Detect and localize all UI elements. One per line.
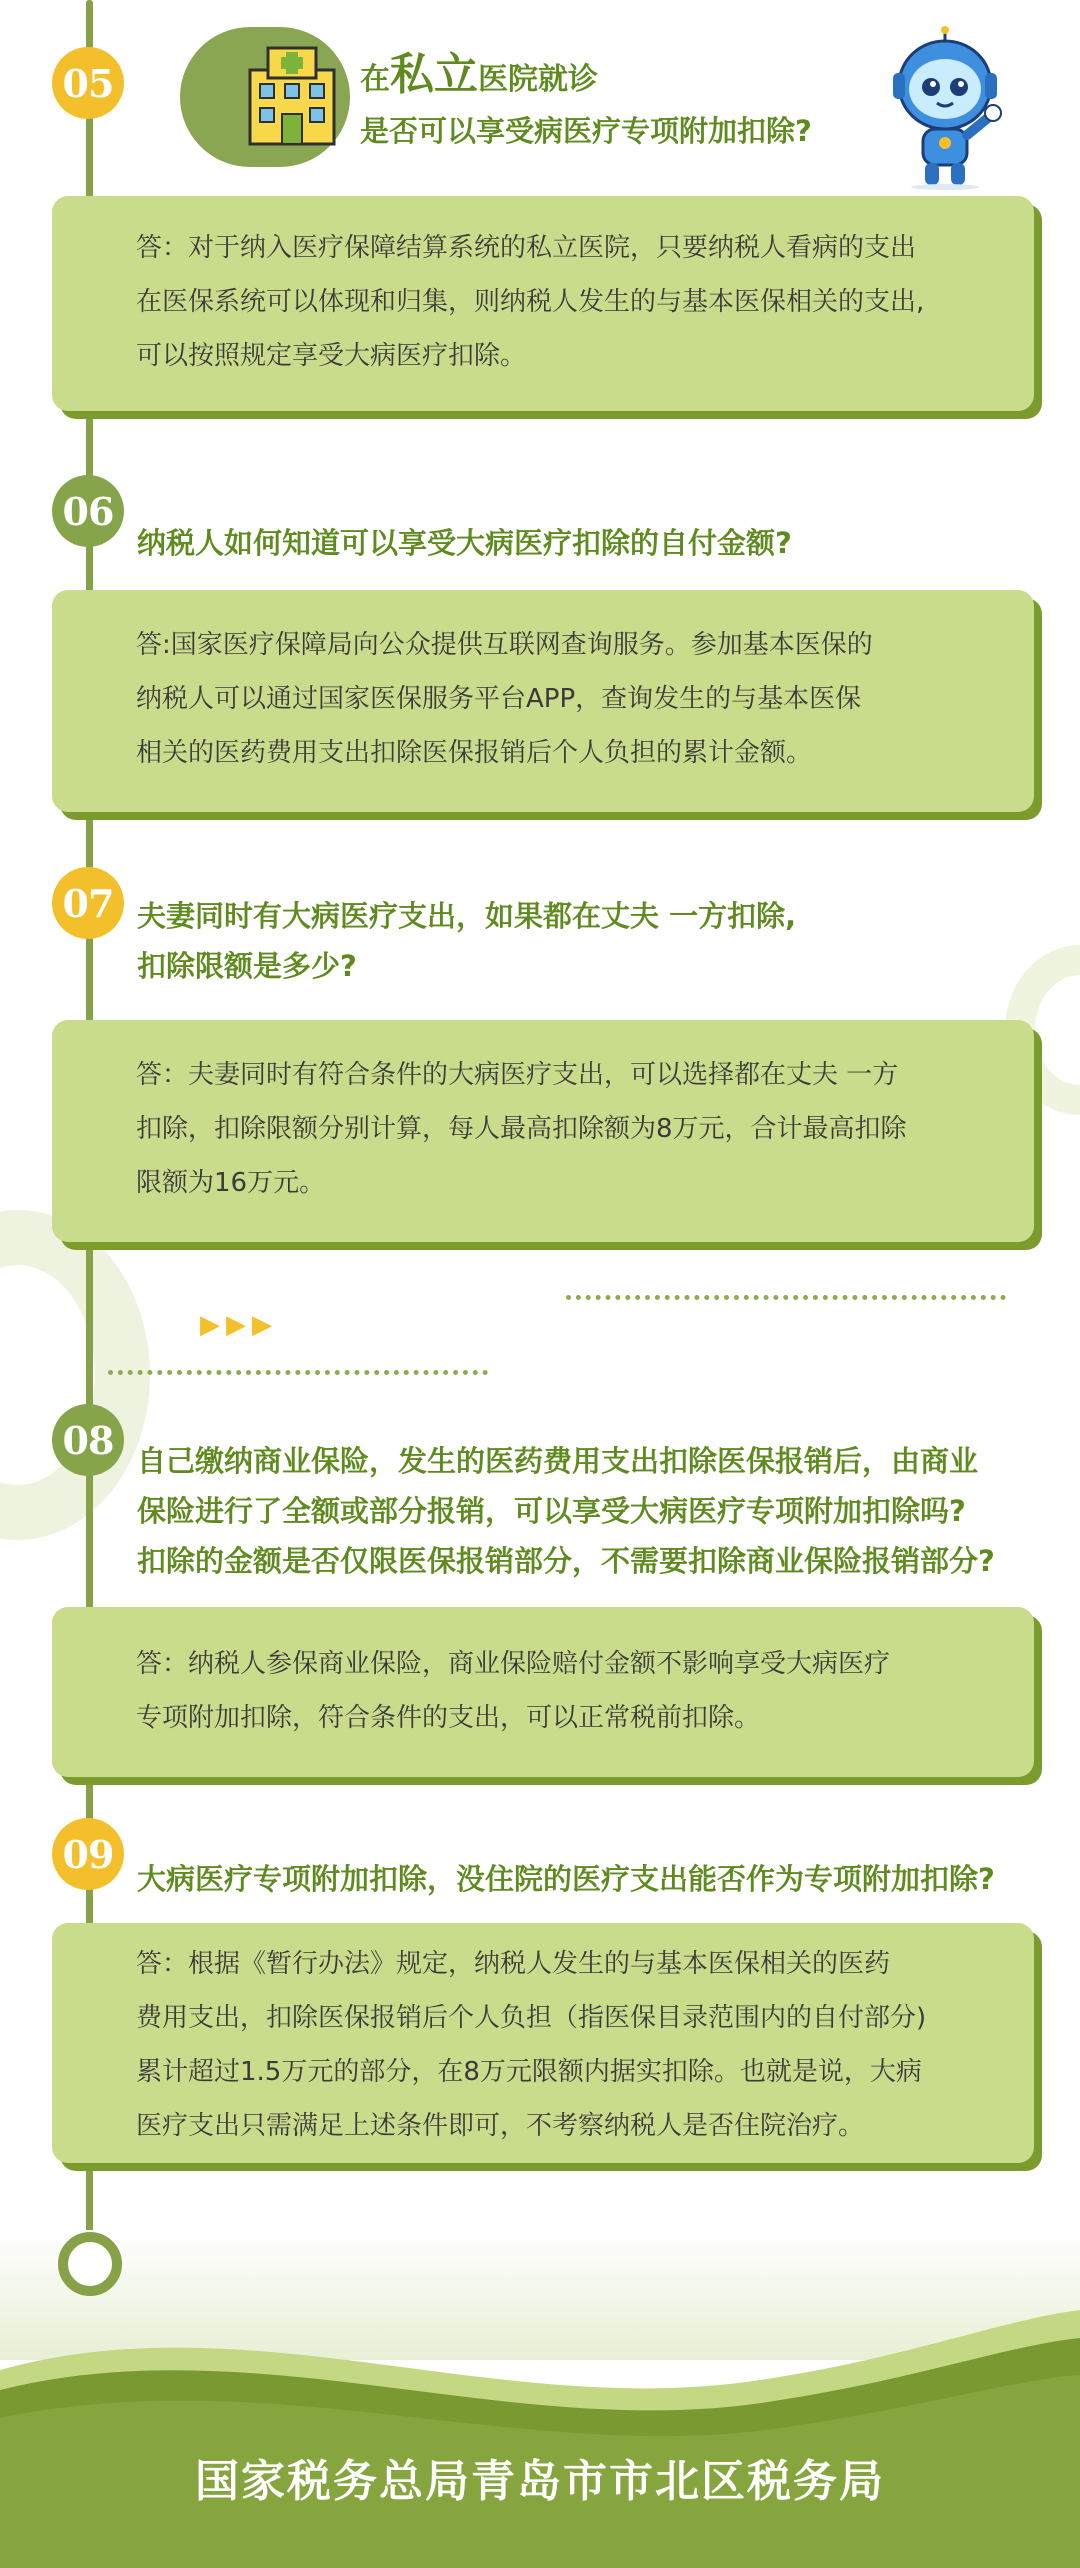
decorative-ring-left — [0, 1210, 150, 1540]
question-number-badge: 07 — [52, 867, 124, 939]
dotted-divider — [108, 1370, 488, 1375]
question-title: 夫妻同时有大病医疗支出，如果都在丈夫 一方扣除, 扣除限额是多少? — [137, 899, 797, 983]
timeline-end-ring — [58, 2232, 122, 2296]
answer-text-line: 在医保系统可以体现和归集，则纳税人发生的与基本医保相关的支出, — [136, 287, 925, 317]
robot-mascot-icon — [885, 25, 1015, 190]
answer-text-line: 可以按照规定享受大病医疗扣除。 — [136, 341, 527, 371]
answer-text-line: 限额为16万元。 — [136, 1168, 326, 1198]
answer-text-line: 专项附加扣除，符合条件的支出，可以正常税前扣除。 — [136, 1703, 761, 1733]
answer-text-line: 相关的医药费用支出扣除医保报销后个人负担的累计金额。 — [136, 738, 813, 768]
answer-text-line: 纳税人可以通过国家医保服务平台APP，查询发生的与基本医保 — [136, 684, 862, 714]
answer-text-line: 答：根据《暂行办法》规定，纳税人发生的与基本医保相关的医药 — [136, 1949, 891, 1979]
hospital-icon — [242, 40, 342, 150]
dotted-divider — [566, 1295, 1006, 1300]
question-title: 大病医疗专项附加扣除，没住院的医疗支出能否作为专项附加扣除? — [137, 1862, 995, 1896]
question-title: 在私立医院就诊 — [360, 49, 598, 100]
answer-card — [52, 1020, 1034, 1242]
question-number-badge: 09 — [52, 1818, 124, 1890]
footer-organization-name: 国家税务总局青岛市市北区税务局 — [195, 2456, 885, 2507]
question-number-badge: 06 — [52, 475, 124, 547]
question-title: 自己缴纳商业保险，发生的医药费用支出扣除医保报销后，由商业 保险进行了全额或部分报销，可以享受大病医疗专项附加扣除吗? 扣除的金额是否仅限医保报销部分，不需要扣除商业保险报销部分? — [137, 1444, 995, 1578]
answer-card — [52, 1607, 1034, 1777]
answer-text-line: 费用支出，扣除医保报销后个人负担（指医保目录范围内的自付部分) — [136, 2003, 927, 2033]
answer-text-line: 累计超过1.5万元的部分，在8万元限额内据实扣除。也就是说，大病 — [136, 2057, 922, 2087]
answer-text-line: 答：夫妻同时有符合条件的大病医疗支出，可以选择都在丈夫 一方 — [136, 1060, 899, 1090]
answer-text-line: 答：对于纳入医疗保障结算系统的私立医院，只要纳税人看病的支出 — [136, 233, 917, 263]
question-title: 纳税人如何知道可以享受大病医疗扣除的自付金额? — [137, 526, 792, 560]
answer-text-line: 答：纳税人参保商业保险，商业保险赔付金额不影响享受大病医疗 — [136, 1649, 891, 1679]
answer-text-line: 扣除，扣除限额分别计算，每人最高扣除额为8万元，合计最高扣除 — [136, 1114, 907, 1144]
question-number-badge: 05 — [52, 47, 124, 119]
question-title-line2: 是否可以享受病医疗专项附加扣除? — [360, 114, 812, 148]
footer-wave-background — [0, 2230, 1080, 2568]
answer-card — [52, 590, 1034, 812]
answer-text-line: 答:国家医疗保障局向公众提供互联网查询服务。参加基本医保的 — [136, 630, 873, 660]
arrow-icons: ▶▶▶ — [200, 1310, 278, 1340]
answer-card — [52, 196, 1034, 411]
answer-card — [52, 1923, 1034, 2163]
question-number-badge: 08 — [52, 1404, 124, 1476]
answer-text-line: 医疗支出只需满足上述条件即可，不考察纳税人是否住院治疗。 — [136, 2111, 865, 2141]
